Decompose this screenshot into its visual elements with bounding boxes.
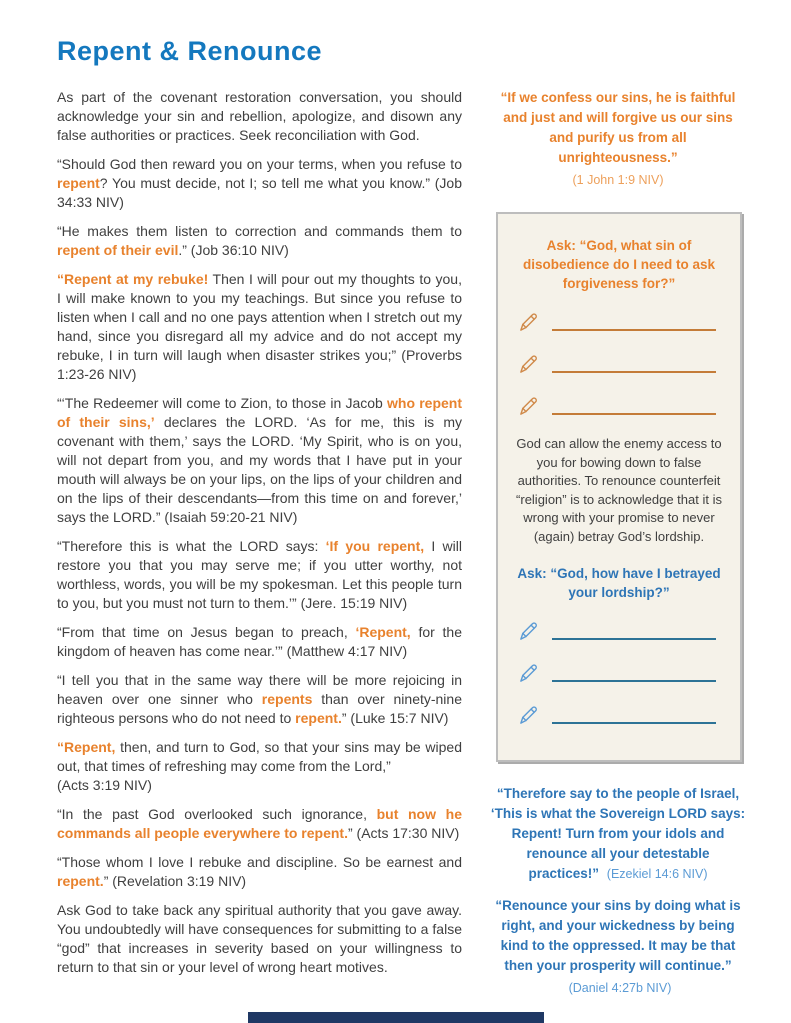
scripture-paragraph xyxy=(57,623,462,661)
write-line[interactable] xyxy=(552,722,716,724)
pencil-icon xyxy=(516,660,542,686)
quote-1john xyxy=(490,88,746,190)
highlight-segment: but now he commands all people everywhere to repent. xyxy=(57,806,462,841)
sidebar-column xyxy=(490,88,746,998)
write-rows-lordship xyxy=(516,614,722,728)
quote-text: “Renounce your sins by doing what is right, and your wickedness by being kind to the oppressed. It may be that then your prosperity will continue.” xyxy=(495,898,741,973)
text-segment: .” (Job 36:10 NIV) xyxy=(178,242,289,258)
pencil-icon xyxy=(516,393,542,419)
write-row xyxy=(516,698,722,728)
scripture-paragraph xyxy=(57,155,462,212)
highlight-segment: repent xyxy=(57,175,100,191)
write-row xyxy=(516,656,722,686)
text-segment: declares the LORD. ‘As for me, this is my covenant with them,’ says the LORD. ‘My Spirit, who is on you, will not depart from you, and my words that I have put in your mouth will always be on your lips, on the lips of your children and on the lips of their descendants—from this time on and forever,’ says the LORD.” (Isaiah 59:20-21 NIV) xyxy=(57,414,463,525)
text-segment: “‘The Redeemer will come to Zion, to those in Jacob xyxy=(57,395,388,411)
highlight-segment: repents xyxy=(261,691,313,707)
text-segment: Ask God to take back any spiritual authority that you gave away. You undoubtedly will have consequences for submitting to a false “god” that increases in severity based on your willingness to return to that sin or your level of wrong heart motives. xyxy=(57,902,462,975)
scripture-paragraph xyxy=(57,901,462,977)
page-title: Repent & Renounce xyxy=(57,36,323,66)
write-line[interactable] xyxy=(552,329,716,331)
write-line[interactable] xyxy=(552,371,716,373)
highlight-segment: repent. xyxy=(295,710,342,726)
write-row xyxy=(516,614,722,644)
highlight-segment: repent of their evil xyxy=(57,242,179,258)
scripture-paragraph xyxy=(57,222,462,260)
pencil-icon xyxy=(516,618,542,644)
text-segment: ” (Revelation 3:19 NIV) xyxy=(103,873,247,889)
ask-prompt-lordship: Ask: “God, how have I betrayed your lordship?” xyxy=(517,566,721,600)
ask-prompt-forgiveness: Ask: “God, what sin of disobedience do I need to ask forgiveness for?” xyxy=(522,238,716,291)
text-segment: As part of the covenant restoration conversation, you should acknowledge your sin and rebellion, apologize, and disown any false authorities or practices. Seek reconciliation with God. xyxy=(57,89,462,143)
scripture-paragraph xyxy=(57,537,462,613)
reflection-box xyxy=(496,212,742,762)
scripture-paragraph xyxy=(57,853,462,891)
text-segment: ” (Luke 15:7 NIV) xyxy=(341,710,449,726)
text-segment: (Acts 3:19 NIV) xyxy=(57,777,152,793)
text-segment: “From that time on Jesus began to preach, xyxy=(57,624,356,640)
scripture-paragraph xyxy=(57,88,462,145)
text-segment: Then I will pour out my thoughts to you, I will make known to you my teachings. But since you refuse to listen when I call and no one pays attention when I stretch out my hand, since you disregard all my advice and do not accept my rebuke, I in turn will laugh when disaster strikes you;” (Proverbs 1:23-26 NIV) xyxy=(57,271,462,382)
pencil-icon xyxy=(516,309,542,335)
quote-daniel xyxy=(490,896,746,998)
write-rows-forgiveness xyxy=(516,305,722,419)
quote-ref: (1 John 1:9 NIV) xyxy=(572,173,664,187)
scripture-paragraph xyxy=(57,394,462,527)
write-line[interactable] xyxy=(552,413,716,415)
text-segment: “Those whom I love I rebuke and discipline. So be earnest and xyxy=(57,854,462,870)
quote-text: “If we confess our sins, he is faithful and just and will forgive us our sins and purify us from all unrighteousness.” xyxy=(500,90,736,165)
pencil-icon xyxy=(516,702,542,728)
box-note: God can allow the enemy access to you for bowing down to false authorities. To renounce counterfeit “religion” is to acknowledge that it is wrong with your promise to never (again) betray God’s lordship. xyxy=(516,436,722,544)
scripture-paragraph xyxy=(57,738,462,795)
highlight-segment: repent. xyxy=(57,873,104,889)
write-line[interactable] xyxy=(552,680,716,682)
highlight-segment: “Repent, xyxy=(57,739,116,755)
quote-ezekiel xyxy=(490,784,746,884)
quote-text: “Therefore say to the people of Israel, ‘This is what the Sovereign LORD says: Repent! Turn from your idols and renounce all your detestable practices!” xyxy=(490,786,746,881)
main-text-column xyxy=(57,88,462,987)
text-segment: “Should God then reward you on your terms, when you refuse to xyxy=(57,156,462,172)
scripture-paragraph xyxy=(57,270,462,384)
pencil-icon xyxy=(516,351,542,377)
text-segment: “In the past God overlooked such ignorance, xyxy=(57,806,377,822)
text-segment: “Therefore this is what the LORD says: xyxy=(57,538,326,554)
highlight-segment: ‘If you repent, xyxy=(325,538,425,554)
text-segment: “He makes them listen to correction and commands them to xyxy=(57,223,462,239)
quote-ref: (Daniel 4:27b NIV) xyxy=(568,981,672,995)
text-segment: then, and turn to God, so that your sins may be wiped out, that times of refreshing may come from the Lord,” xyxy=(57,739,462,774)
highlight-segment: ‘Repent, xyxy=(355,624,411,640)
quote-ref: (Ezekiel 14:6 NIV) xyxy=(606,867,708,881)
text-segment: “I tell you that in the same way there will be more rejoicing in heaven over one sinner who xyxy=(57,672,462,707)
highlight-segment: “Repent at my rebuke! xyxy=(57,271,209,287)
text-segment: ” (Acts 17:30 NIV) xyxy=(348,825,460,841)
text-segment: for the kingdom of heaven has come near.’” (Matthew 4:17 NIV) xyxy=(57,624,462,659)
text-segment: I will restore you that you may serve me; if you utter worthy, not worthless, words, you will be my spokesman. Let this people turn to you, but you must not turn to them.’” (Jere. 15:19 NIV) xyxy=(57,538,462,611)
text-segment: than over ninety-nine righteous persons who do not need to xyxy=(57,691,462,726)
write-row xyxy=(516,305,722,335)
text-segment: ? You must decide, not I; so tell me what you know.” (Job 34:33 NIV) xyxy=(57,175,462,210)
highlight-segment: who repent of their sins,’ xyxy=(57,395,463,430)
scripture-paragraph xyxy=(57,805,462,843)
write-row xyxy=(516,389,722,419)
scripture-paragraph xyxy=(57,671,462,728)
footer-bar xyxy=(248,1012,544,1023)
write-line[interactable] xyxy=(552,638,716,640)
write-row xyxy=(516,347,722,377)
